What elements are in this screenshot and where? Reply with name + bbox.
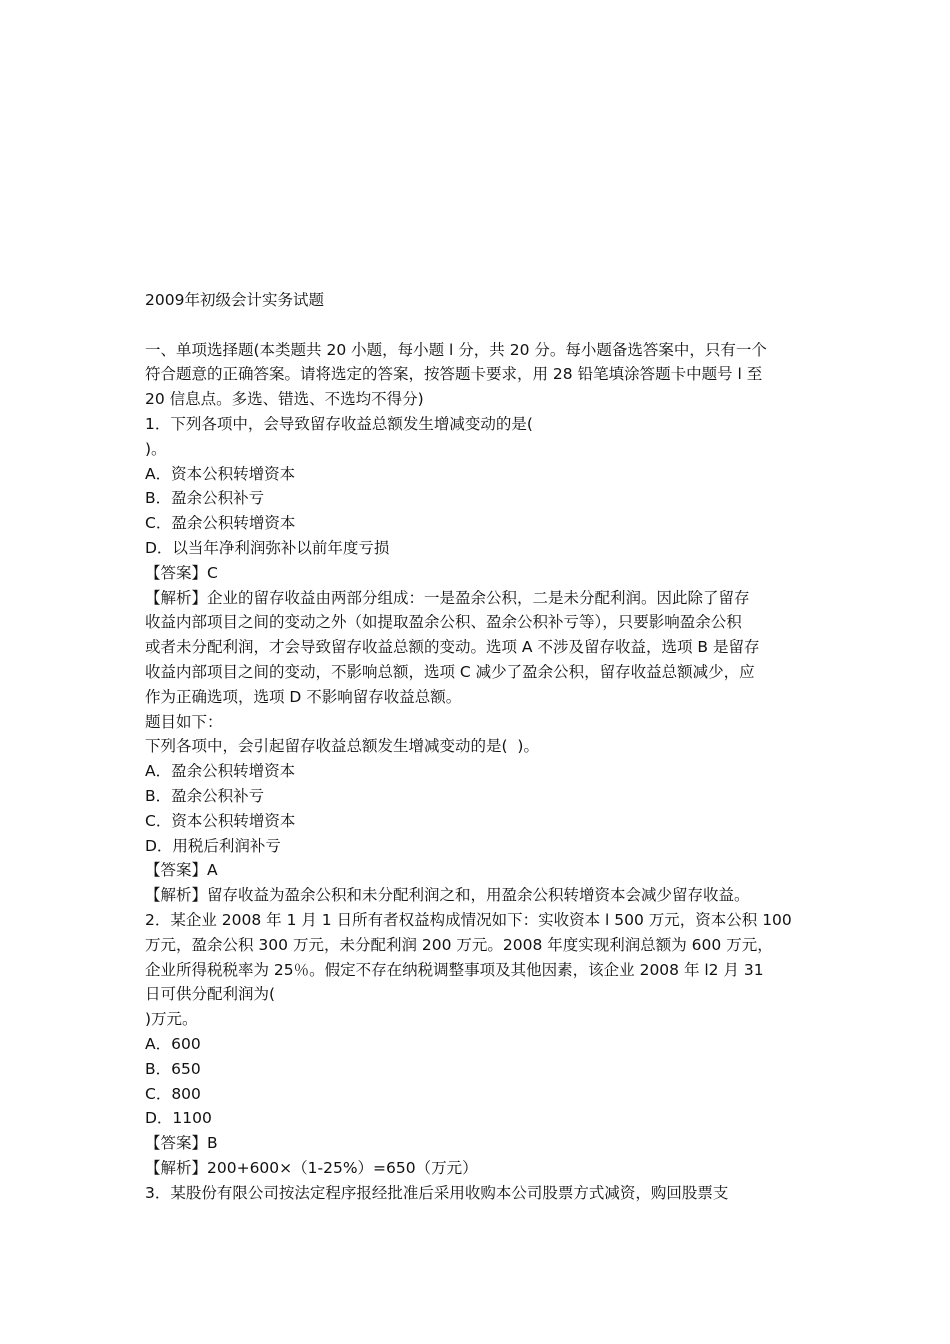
- question-1-explanation-5: 作为正确选项，选项 D 不影响留存收益总额。: [145, 687, 462, 706]
- question-1-explanation-4: 收益内部项目之间的变动，不影响总额，选项 C 减少了盈余公积，留存收益总额减少，应: [145, 662, 755, 681]
- question-2-stem-3: 企业所得税税率为 25％。假定不存在纳税调整事项及其他因素，该企业 2008 年 l2 月 31: [145, 960, 764, 979]
- related-question-option-b: B．盈余公积补亏: [145, 786, 265, 805]
- related-question-heading: 题目如下：: [145, 712, 223, 731]
- question-1-stem-end: )。: [145, 439, 167, 458]
- question-2-stem-4: 日可供分配利润为(: [145, 985, 276, 1004]
- related-question-option-c: C．资本公积转增资本: [145, 811, 296, 830]
- question-1-option-a: A．资本公积转增资本: [145, 464, 296, 483]
- question-2-stem-end: )万元。: [145, 1010, 198, 1029]
- instructions-line-1: 一、单项选择题(本类题共 20 小题，每小题 l 分，共 20 分。每小题备选答案中，只有一个: [145, 340, 767, 359]
- related-question-explanation: 【解析】留存收益为盈余公积和未分配利润之和，用盈余公积转增资本会减少留存收益。: [145, 886, 750, 905]
- question-1-stem: 1．下列各项中，会导致留存收益总额发生增减变动的是(: [145, 414, 533, 433]
- question-2-answer: 【答案】B: [145, 1134, 218, 1153]
- blank-line: [145, 313, 810, 338]
- question-1-option-b: B．盈余公积补亏: [145, 489, 265, 508]
- document-body: [145, 288, 810, 1205]
- question-2-option-d: D．1100: [145, 1109, 212, 1128]
- question-1-option-d: D．以当年净利润弥补以前年度亏损: [145, 538, 390, 557]
- question-1-answer: 【答案】C: [145, 563, 218, 582]
- question-2-option-a: A．600: [145, 1034, 201, 1053]
- question-2-stem-1: 2．某企业 2008 年 1 月 1 日所有者权益构成情况如下：实收资本 l 500 万元，资本公积 100: [145, 910, 792, 929]
- instructions-line-2: 符合题意的正确答案。请将选定的答案，按答题卡要求，用 28 铅笔填涂答题卡中题号 l 至: [145, 365, 763, 384]
- question-1-explanation-3: 或者未分配利润，才会导致留存收益总额的变动。选项 A 不涉及留存收益，选项 B 是留存: [145, 638, 760, 657]
- question-2-explanation: 【解析】200+600×（1-25%）=650（万元）: [145, 1158, 478, 1177]
- related-question-option-a: A．盈余公积转增资本: [145, 762, 296, 781]
- related-question-option-d: D．用税后利润补亏: [145, 836, 281, 855]
- question-1-option-c: C．盈余公积转增资本: [145, 514, 296, 533]
- question-3-stem: 3．某股份有限公司按法定程序报经批准后采用收购本公司股票方式减资，购回股票支: [145, 1183, 729, 1202]
- related-question-stem: 下列各项中，会引起留存收益总额发生增减变动的是( )。: [145, 737, 539, 756]
- instructions-line-3: 20 信息点。多选、错选、不选均不得分): [145, 390, 424, 409]
- question-1-explanation-1: 【解析】企业的留存收益由两部分组成：一是盈余公积，二是未分配利润。因此除了留存: [145, 588, 750, 607]
- question-2-option-b: B．650: [145, 1059, 201, 1078]
- document-title: 2009年初级会计实务试题: [145, 291, 324, 309]
- question-1-explanation-2: 收益内部项目之间的变动之外（如提取盈余公积、盈余公积补亏等），只要影响盈余公积: [145, 613, 742, 632]
- question-2-option-c: C．800: [145, 1084, 201, 1103]
- question-2-stem-2: 万元，盈余公积 300 万元，未分配利润 200 万元。2008 年度实现利润总额为 600 万元，: [145, 935, 773, 954]
- related-question-answer: 【答案】A: [145, 861, 218, 880]
